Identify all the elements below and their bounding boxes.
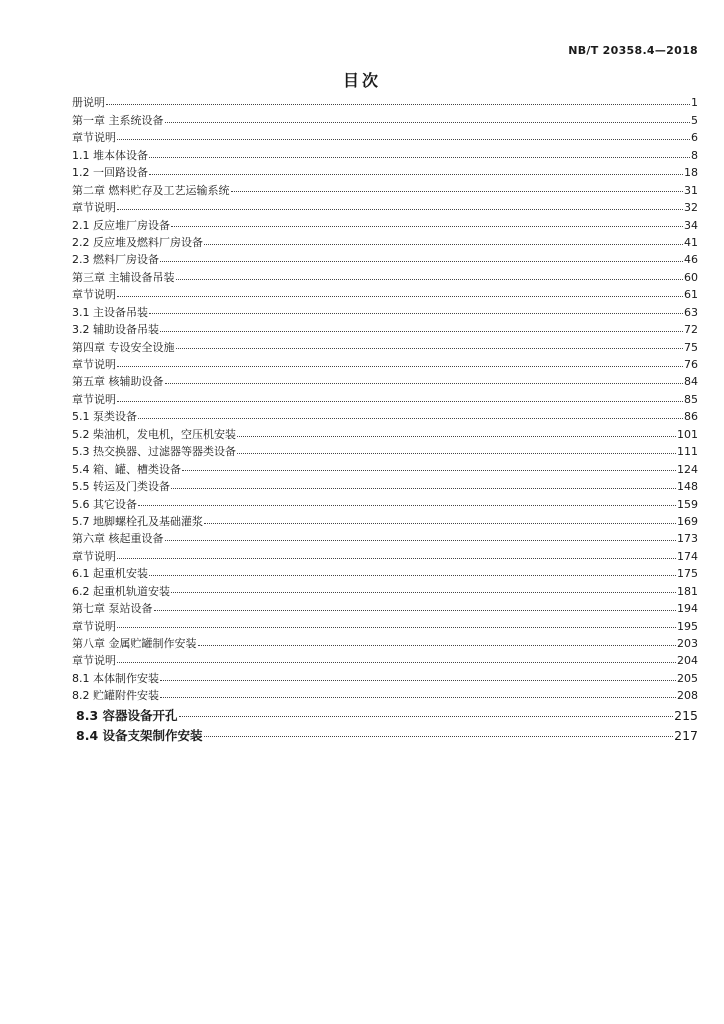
toc-entry[interactable] [72, 650, 698, 667]
toc-entry-page: 85 [684, 392, 698, 406]
toc-entry-page: 124 [677, 462, 698, 476]
dot-leader [204, 523, 676, 524]
toc-entry-title: 3.1 主设备吊装 [72, 305, 148, 319]
dot-leader [160, 697, 676, 698]
toc-entry-page: 18 [684, 166, 698, 180]
toc-entry[interactable] [72, 722, 698, 742]
toc-entry-title: 1.2 一回路设备 [72, 166, 148, 180]
toc-entry[interactable] [72, 563, 698, 580]
toc-entry[interactable] [72, 406, 698, 423]
toc-entry[interactable] [72, 109, 698, 126]
toc-entry-title: 1.1 堆本体设备 [72, 148, 148, 162]
toc-entry-title: 8.4 设备支架制作安装 [76, 728, 203, 744]
toc-entry-title: 章节说明 [72, 392, 116, 406]
toc-entry-title: 5.4 箱、罐、槽类设备 [72, 462, 181, 476]
toc-entry[interactable] [72, 336, 698, 353]
dot-leader [171, 488, 676, 489]
toc-entry-title: 第四章 专设安全设施 [72, 340, 175, 354]
toc-entry-title: 册说明 [72, 96, 105, 110]
dot-leader [160, 331, 683, 332]
toc-entry[interactable] [72, 667, 698, 684]
toc-entry-page: 195 [677, 619, 698, 633]
toc-entry-page: 173 [677, 532, 698, 546]
dot-leader [117, 139, 690, 140]
toc-entry-title: 第一章 主系统设备 [72, 113, 164, 127]
toc-entry[interactable] [72, 598, 698, 615]
toc-entry-title: 6.1 起重机安装 [72, 567, 148, 581]
toc-entry-title: 5.1 泵类设备 [72, 410, 137, 424]
toc-entry[interactable] [72, 580, 698, 597]
toc-entry-title: 5.7 地脚螺栓孔及基础灌浆 [72, 514, 203, 528]
toc-entry[interactable] [72, 144, 698, 161]
toc-entry[interactable] [72, 284, 698, 301]
toc-entry-title: 5.2 柴油机，发电机，空压机安装 [72, 427, 236, 441]
toc-entry-title: 2.3 燃料厂房设备 [72, 253, 159, 267]
toc-entry-title: 第五章 核辅助设备 [72, 375, 164, 389]
toc-entry[interactable] [72, 511, 698, 528]
toc-entry[interactable] [72, 685, 698, 702]
dot-leader [117, 209, 683, 210]
dot-leader [171, 226, 683, 227]
toc-entry[interactable] [72, 493, 698, 510]
toc-entry[interactable] [72, 458, 698, 475]
toc-entry[interactable] [72, 615, 698, 632]
dot-leader [106, 104, 690, 105]
document-code: NB/T 20358.4—2018 [568, 44, 698, 57]
dot-leader [160, 261, 683, 262]
dot-leader [165, 122, 691, 123]
toc-entry-page: 46 [684, 253, 698, 267]
toc-entry-page: 72 [684, 323, 698, 337]
dot-leader [179, 716, 674, 717]
toc-entry[interactable] [72, 388, 698, 405]
toc-entry[interactable] [72, 354, 698, 371]
toc-entry-page: 6 [691, 131, 698, 145]
toc-entry-page: 208 [677, 689, 698, 703]
dot-leader [165, 383, 684, 384]
toc-entry-page: 75 [684, 340, 698, 354]
toc-entry-title: 章节说明 [72, 619, 116, 633]
toc-entry[interactable] [72, 528, 698, 545]
dot-leader [117, 627, 676, 628]
toc-entry[interactable] [72, 633, 698, 650]
toc-entry-page: 203 [677, 637, 698, 650]
toc-entry-page: 175 [677, 567, 698, 581]
toc-entry-page: 217 [674, 728, 698, 744]
toc-entry[interactable] [72, 266, 698, 283]
toc-entry[interactable] [72, 702, 698, 722]
toc-entry-title: 8.2 贮罐附件安装 [72, 689, 159, 703]
toc-entry[interactable] [72, 127, 698, 144]
toc-entry[interactable] [72, 179, 698, 196]
toc-entry-page: 111 [677, 445, 698, 459]
toc-entry-page: 63 [684, 305, 698, 319]
dot-leader [176, 279, 684, 280]
toc-entry-page: 215 [674, 708, 698, 724]
toc-entry-page: 60 [684, 270, 698, 284]
toc-entry-page: 32 [684, 201, 698, 215]
toc-entry[interactable] [72, 371, 698, 388]
dot-leader [117, 558, 676, 559]
toc-entry-title: 章节说明 [72, 549, 116, 563]
toc-entry[interactable] [72, 214, 698, 231]
dot-leader [154, 610, 677, 611]
toc-entry-title: 章节说明 [72, 358, 116, 371]
toc-entry-page: 205 [677, 671, 698, 685]
toc-entry-page: 8 [691, 148, 698, 162]
toc-entry-title: 6.2 起重机轨道安装 [72, 584, 170, 598]
toc-entry[interactable] [72, 197, 698, 214]
toc-entry-page: 41 [684, 235, 698, 249]
dot-leader [182, 470, 676, 471]
toc-entry-title: 5.5 转运及门类设备 [72, 480, 170, 494]
dot-leader [165, 540, 677, 541]
toc-entry[interactable] [72, 441, 698, 458]
toc-entry[interactable] [72, 301, 698, 318]
toc-entry-page: 148 [677, 480, 698, 494]
toc-entry-page: 76 [684, 358, 698, 371]
toc-entry-page: 204 [677, 654, 698, 668]
dot-leader [231, 191, 684, 192]
toc-entry-page: 181 [677, 584, 698, 598]
toc-entry-title: 2.2 反应堆及燃料厂房设备 [72, 235, 203, 249]
dot-leader [237, 453, 676, 454]
dot-leader [138, 505, 676, 506]
dot-leader [149, 313, 683, 314]
dot-leader [176, 348, 684, 349]
toc-entry-title: 3.2 辅助设备吊装 [72, 323, 159, 337]
toc-entry[interactable] [72, 232, 698, 249]
toc-entry-page: 31 [684, 183, 698, 197]
toc-entry-page: 34 [684, 218, 698, 232]
dot-leader [237, 436, 676, 437]
toc-entry-title: 第六章 核起重设备 [72, 532, 164, 546]
toc-entry-page: 1 [691, 96, 698, 110]
toc-entry-title: 章节说明 [72, 201, 116, 215]
toc-entry-page: 61 [684, 288, 698, 302]
dot-leader [117, 366, 683, 367]
toc-title: 目次 [342, 71, 381, 90]
dot-leader [117, 662, 676, 663]
toc-entry-title: 章节说明 [72, 288, 116, 302]
toc-entry[interactable] [72, 545, 698, 562]
toc-entry[interactable] [72, 92, 698, 109]
toc-entry-page: 159 [677, 497, 698, 511]
toc-entry-title: 8.3 容器设备开孔 [76, 708, 178, 724]
toc-entry[interactable] [72, 162, 698, 179]
toc-entry-title: 5.6 其它设备 [72, 497, 137, 511]
toc-entry[interactable] [72, 423, 698, 440]
toc-entry[interactable] [72, 249, 698, 266]
toc-entry-title: 第八章 金属贮罐制作安装 [72, 637, 197, 650]
dot-leader [117, 401, 683, 402]
toc-entry[interactable] [72, 319, 698, 336]
toc-entry-title: 8.1 本体制作安装 [72, 671, 159, 685]
toc-entry-page: 194 [677, 602, 698, 616]
toc-entry-title: 章节说明 [72, 131, 116, 145]
toc-entry-title: 第七章 泵站设备 [72, 602, 153, 616]
toc-entry-page: 174 [677, 549, 698, 563]
table-of-contents [72, 92, 698, 742]
dot-leader [149, 575, 676, 576]
toc-entry-page: 5 [691, 113, 698, 127]
dot-leader [160, 680, 676, 681]
toc-entry-title: 2.1 反应堆厂房设备 [72, 218, 170, 232]
toc-entry-title: 5.3 热交换器、过滤器等器类设备 [72, 445, 236, 459]
toc-entry-page: 169 [677, 514, 698, 528]
dot-leader [149, 157, 690, 158]
dot-leader [117, 296, 683, 297]
dot-leader [204, 736, 674, 737]
dot-leader [198, 645, 677, 646]
toc-entry-page: 101 [677, 427, 698, 441]
toc-entry[interactable] [72, 476, 698, 493]
toc-entry-page: 84 [684, 375, 698, 389]
toc-entry-title: 章节说明 [72, 654, 116, 668]
toc-entry-page: 86 [684, 410, 698, 424]
dot-leader [204, 244, 683, 245]
dot-leader [171, 592, 676, 593]
dot-leader [138, 418, 683, 419]
toc-entry-title: 第二章 燃料贮存及工艺运输系统 [72, 183, 230, 197]
dot-leader [149, 174, 683, 175]
toc-entry-title: 第三章 主辅设备吊装 [72, 270, 175, 284]
